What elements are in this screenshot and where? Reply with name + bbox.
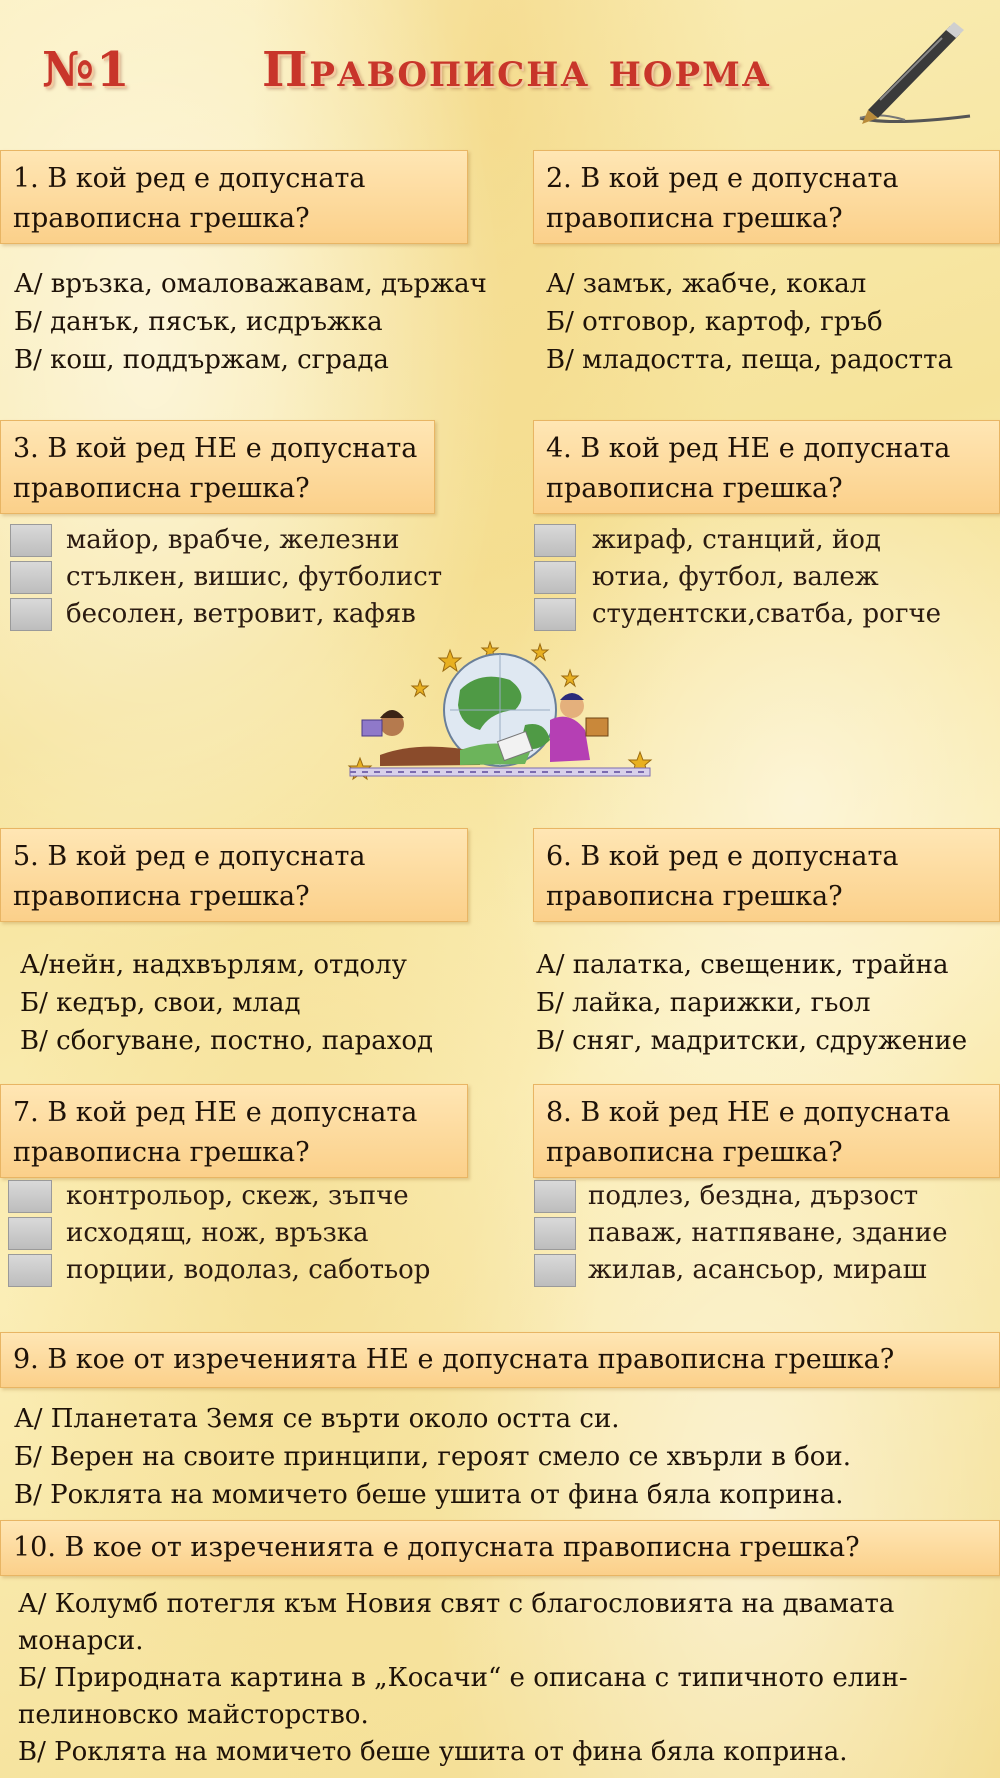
question-5-answers <box>20 946 433 1060</box>
answer-c: В/ сбогуване, постно, параход <box>20 1026 434 1056</box>
checkbox[interactable] <box>534 1180 576 1213</box>
question-10-prompt: 10. В кое от изреченията е допусната правописна грешка? <box>0 1520 1000 1576</box>
answer-c: В/ кош, поддържам, сграда <box>14 345 389 375</box>
option-label: стълкен, вишис, футболист <box>66 562 443 592</box>
kids-reading-globe-illustration <box>340 640 660 790</box>
option-label: бесолен, ветровит, кафяв <box>66 599 416 629</box>
answer-b: Б/ отговор, картоф, гръб <box>546 307 883 337</box>
option-label: жираф, станций, йод <box>592 525 881 555</box>
checkbox[interactable] <box>8 1254 52 1287</box>
pen-icon <box>850 18 980 133</box>
question-9-answers <box>14 1400 851 1514</box>
option-label: подлез, бездна, дързост <box>588 1181 919 1211</box>
page-number: №1 <box>42 42 132 98</box>
question-4-prompt: 4. В кой ред НЕ е допусната правописна грешка? <box>533 420 1000 514</box>
option-label: ютиа, футбол, валеж <box>592 562 879 592</box>
page-title: Правописна норма <box>262 42 772 98</box>
answer-a: А/нейн, надхвърлям, отдолу <box>20 950 407 980</box>
option-label: порции, водолаз, саботьор <box>66 1255 431 1285</box>
answer-a: А/ палатка, свещеник, трайна <box>536 950 949 980</box>
answer-a: А/ Колумб потегля към Новия свят с благословията на двамата монарси. <box>18 1589 895 1656</box>
checkbox[interactable] <box>10 561 52 594</box>
checkbox[interactable] <box>534 561 576 594</box>
answer-b: Б/ данък, пясък, исдръжка <box>14 307 383 337</box>
answer-a: А/ замък, жабче, кокал <box>546 269 867 299</box>
answer-a: А/ връзка, омаловажавам, държач <box>14 269 487 299</box>
question-3-prompt: 3. В кой ред НЕ е допусната правописна грешка? <box>0 420 435 514</box>
checkbox[interactable] <box>8 1217 52 1250</box>
answer-a: А/ Планетата Земя се върти около остта си. <box>14 1404 620 1434</box>
question-6-answers <box>536 946 967 1060</box>
option-label: студентски,сватба, рогче <box>592 599 942 629</box>
question-2-answers <box>546 265 953 379</box>
answer-b: Б/ лайка, парижки, гьол <box>536 988 871 1018</box>
checkbox[interactable] <box>534 1217 576 1250</box>
option-label: исходящ, нож, връзка <box>66 1218 369 1248</box>
checkbox[interactable] <box>534 1254 576 1287</box>
checkbox[interactable] <box>10 598 52 631</box>
question-5-prompt: 5. В кой ред е допусната правописна грешка? <box>0 828 468 922</box>
answer-b: Б/ Верен на своите принципи, героят смело се хвърли в бои. <box>14 1442 852 1472</box>
checkbox[interactable] <box>8 1180 52 1213</box>
question-10-answers <box>18 1586 978 1771</box>
answer-c: В/ сняг, мадритски, сдружение <box>536 1026 968 1056</box>
answer-c: В/ Роклята на момичето беше ушита от фина бяла коприна. <box>18 1737 848 1767</box>
answer-c: В/ младостта, пеща, радостта <box>546 345 953 375</box>
question-9-prompt: 9. В кое от изреченията НЕ е допусната правописна грешка? <box>0 1332 1000 1388</box>
answer-c: В/ Роклята на момичето беше ушита от фина бяла коприна. <box>14 1480 844 1510</box>
answer-b: Б/ кедър, свои, млад <box>20 988 301 1018</box>
option-label: майор, врабче, железни <box>66 525 400 555</box>
checkbox[interactable] <box>10 524 52 557</box>
question-8-prompt: 8. В кой ред НЕ е допусната правописна грешка? <box>533 1084 1000 1178</box>
option-label: жилав, асансьор, мираш <box>588 1255 927 1285</box>
question-6-prompt: 6. В кой ред е допусната правописна грешка? <box>533 828 1000 922</box>
checkbox[interactable] <box>534 598 576 631</box>
answer-b: Б/ Природната картина в „Косачи“ е описана с типичното елин-пелиновско майсторство. <box>18 1663 908 1730</box>
checkbox[interactable] <box>534 524 576 557</box>
question-2-prompt: 2. В кой ред е допусната правописна грешка? <box>533 150 1000 244</box>
option-label: контрольор, скеж, зъпче <box>66 1181 409 1211</box>
question-1-prompt: 1. В кой ред е допусната правописна грешка? <box>0 150 468 244</box>
option-label: паваж, натпяване, здание <box>588 1218 948 1248</box>
question-1-answers <box>14 265 487 379</box>
question-7-prompt: 7. В кой ред НЕ е допусната правописна грешка? <box>0 1084 468 1178</box>
